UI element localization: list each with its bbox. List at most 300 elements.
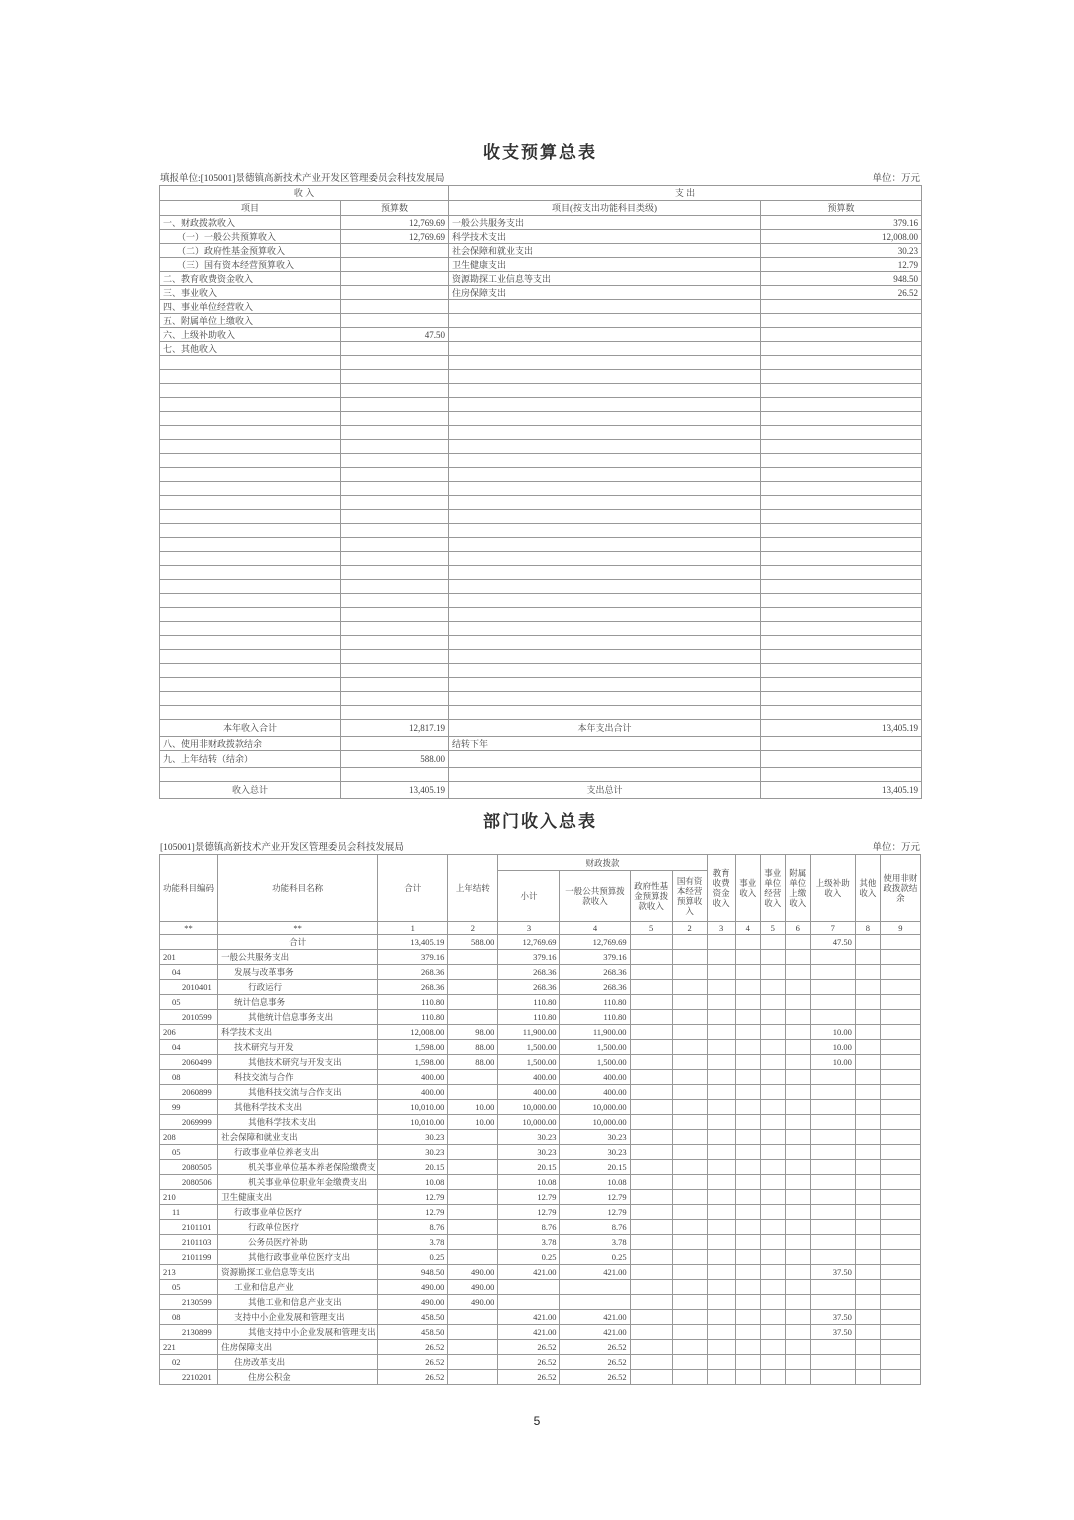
amount-cell — [735, 935, 760, 950]
empty-cell — [449, 664, 761, 678]
amount-cell: 10.00 — [448, 1100, 498, 1115]
amount-cell — [672, 995, 707, 1010]
amount-cell — [880, 1220, 920, 1235]
empty-cell — [341, 482, 449, 496]
income-value-cell — [341, 286, 449, 300]
amount-cell: 30.23 — [498, 1145, 560, 1160]
spacer — [159, 799, 921, 807]
function-code-cell: 05 — [160, 1280, 218, 1295]
table-row — [160, 935, 921, 950]
amount-cell — [880, 1115, 920, 1130]
amount-cell — [785, 1040, 810, 1055]
table-row — [160, 636, 922, 650]
amount-cell — [630, 1175, 672, 1190]
table-row — [160, 622, 922, 636]
amount-cell — [707, 1160, 735, 1175]
page-content — [159, 138, 921, 1385]
amount-cell — [630, 1160, 672, 1175]
empty-cell — [341, 524, 449, 538]
income-item-cell: （二）政府性基金预算收入 — [160, 244, 341, 258]
function-name-cell: 住房公积金 — [218, 1370, 378, 1385]
total-header: 合计 — [378, 855, 448, 922]
empty-cell — [341, 580, 449, 594]
amount-cell — [760, 965, 785, 980]
amount-cell — [880, 1280, 920, 1295]
income-group-header: 收 入 — [160, 186, 449, 201]
expense-item-cell — [449, 342, 761, 356]
amount-cell — [785, 1010, 810, 1025]
amount-cell — [855, 1325, 880, 1340]
column-number-cell: 5 — [760, 922, 785, 935]
amount-cell — [735, 995, 760, 1010]
table-row — [160, 286, 922, 300]
expense-item-cell: 一般公共服务支出 — [449, 216, 761, 230]
amount-cell — [855, 1100, 880, 1115]
affiliate-remit-header: 附属单位上缴收入 — [785, 855, 810, 922]
amount-cell — [880, 1325, 920, 1340]
amount-cell — [707, 1055, 735, 1070]
amount-cell: 12.79 — [560, 1190, 630, 1205]
amount-cell — [630, 1190, 672, 1205]
table-row — [160, 1130, 921, 1145]
empty-cell — [160, 692, 341, 706]
amount-cell — [855, 995, 880, 1010]
empty-cell — [341, 384, 449, 398]
amount-cell — [735, 1355, 760, 1370]
table-row — [160, 1010, 921, 1025]
empty-cell — [160, 412, 341, 426]
amount-cell: 490.00 — [448, 1265, 498, 1280]
amount-cell — [630, 1115, 672, 1130]
expense-item-cell — [449, 328, 761, 342]
function-name-cell: 机关事业单位基本养老保险缴费支 — [218, 1160, 378, 1175]
amount-cell: 30.23 — [560, 1145, 630, 1160]
income-total-label-cell: 九、上年结转（结余） — [160, 751, 341, 768]
amount-cell: 10.08 — [498, 1175, 560, 1190]
table-row — [160, 594, 922, 608]
function-code-cell: 2060899 — [160, 1085, 218, 1100]
empty-cell — [160, 650, 341, 664]
table-row — [160, 398, 922, 412]
income-total-value-cell — [341, 737, 449, 751]
amount-cell — [448, 1205, 498, 1220]
amount-cell — [672, 1220, 707, 1235]
amount-cell — [760, 1280, 785, 1295]
amount-cell: 0.25 — [498, 1250, 560, 1265]
empty-cell — [160, 608, 341, 622]
amount-cell — [760, 1370, 785, 1385]
amount-cell: 10,000.00 — [498, 1100, 560, 1115]
table-row — [160, 510, 922, 524]
empty-cell — [341, 496, 449, 510]
empty-cell — [761, 370, 922, 384]
amount-cell: 379.16 — [498, 950, 560, 965]
function-name-cell: 其他支持中小企业发展和管理支出 — [218, 1325, 378, 1340]
amount-cell: 30.23 — [378, 1145, 448, 1160]
amount-cell — [810, 950, 855, 965]
amount-cell — [855, 1340, 880, 1355]
amount-cell — [855, 1220, 880, 1235]
amount-cell: 12,769.69 — [560, 935, 630, 950]
amount-cell: 1,500.00 — [560, 1055, 630, 1070]
empty-cell — [341, 454, 449, 468]
amount-cell — [630, 1235, 672, 1250]
amount-cell — [760, 1115, 785, 1130]
amount-cell — [630, 950, 672, 965]
table-row — [160, 314, 922, 328]
amount-cell — [880, 1355, 920, 1370]
amount-cell — [810, 1355, 855, 1370]
amount-cell: 400.00 — [498, 1070, 560, 1085]
table-row — [160, 300, 922, 314]
amount-cell: 490.00 — [448, 1295, 498, 1310]
expense-value-cell: 12,008.00 — [761, 230, 922, 244]
amount-cell — [448, 1070, 498, 1085]
amount-cell: 421.00 — [560, 1310, 630, 1325]
empty-cell — [761, 622, 922, 636]
amount-cell — [672, 1235, 707, 1250]
amount-cell — [735, 965, 760, 980]
amount-cell — [785, 1025, 810, 1040]
amount-cell: 10,010.00 — [378, 1100, 448, 1115]
amount-cell — [855, 1190, 880, 1205]
amount-cell: 268.36 — [378, 980, 448, 995]
function-code-cell: 2210201 — [160, 1370, 218, 1385]
income-item-cell: （一）一般公共预算收入 — [160, 230, 341, 244]
amount-cell — [448, 1250, 498, 1265]
amount-cell — [735, 1070, 760, 1085]
empty-cell — [761, 482, 922, 496]
amount-cell — [630, 1040, 672, 1055]
amount-cell — [810, 965, 855, 980]
column-number-cell: 3 — [707, 922, 735, 935]
reporting-unit-label: [105001]景德镇高新技术产业开发区管理委员会科技发展局 — [160, 843, 404, 853]
amount-cell — [785, 1190, 810, 1205]
amount-cell — [672, 980, 707, 995]
amount-cell — [810, 1070, 855, 1085]
function-code-cell: 2101103 — [160, 1235, 218, 1250]
function-name-cell: 行政单位医疗 — [218, 1220, 378, 1235]
amount-cell: 26.52 — [378, 1370, 448, 1385]
amount-cell: 458.50 — [378, 1310, 448, 1325]
amount-cell: 26.52 — [498, 1370, 560, 1385]
empty-cell — [160, 622, 341, 636]
amount-cell — [707, 1145, 735, 1160]
empty-cell — [761, 664, 922, 678]
amount-cell: 26.52 — [498, 1355, 560, 1370]
amount-cell: 37.50 — [810, 1265, 855, 1280]
amount-cell — [880, 1310, 920, 1325]
amount-cell — [760, 1130, 785, 1145]
empty-cell — [341, 622, 449, 636]
amount-cell — [707, 1010, 735, 1025]
amount-cell: 10.00 — [810, 1025, 855, 1040]
amount-cell — [672, 1085, 707, 1100]
expense-total-value-cell: 13,405.19 — [761, 720, 922, 737]
amount-cell — [880, 1250, 920, 1265]
amount-cell — [448, 1130, 498, 1145]
function-name-cell: 发展与改革事务 — [218, 965, 378, 980]
amount-cell — [448, 1220, 498, 1235]
amount-cell — [810, 1130, 855, 1145]
expense-item-cell: 科学技术支出 — [449, 230, 761, 244]
amount-cell: 10,000.00 — [560, 1115, 630, 1130]
amount-cell: 8.76 — [560, 1220, 630, 1235]
function-code-cell: 02 — [160, 1355, 218, 1370]
budget-column-header: 预算数 — [761, 201, 922, 216]
amount-cell — [630, 1145, 672, 1160]
amount-cell — [707, 980, 735, 995]
budget-summary-unit-line — [159, 170, 921, 184]
amount-cell — [630, 1025, 672, 1040]
amount-cell — [448, 965, 498, 980]
amount-cell: 1,500.00 — [498, 1055, 560, 1070]
department-income-title: 部门收入总表 — [483, 812, 597, 831]
empty-cell — [761, 426, 922, 440]
amount-cell — [560, 1295, 630, 1310]
empty-cell — [449, 482, 761, 496]
amount-cell — [760, 1325, 785, 1340]
amount-cell — [448, 1355, 498, 1370]
amount-cell — [855, 1025, 880, 1040]
empty-cell — [341, 706, 449, 720]
empty-cell — [341, 426, 449, 440]
expense-value-cell — [761, 342, 922, 356]
amount-cell — [735, 1115, 760, 1130]
amount-cell: 10.00 — [810, 1040, 855, 1055]
amount-cell — [707, 1280, 735, 1295]
column-number-cell: 6 — [785, 922, 810, 935]
amount-cell — [735, 1280, 760, 1295]
amount-cell — [760, 1340, 785, 1355]
amount-cell: 26.52 — [560, 1355, 630, 1370]
empty-cell — [761, 496, 922, 510]
amount-cell — [760, 1160, 785, 1175]
amount-cell — [707, 965, 735, 980]
amount-cell: 26.52 — [378, 1355, 448, 1370]
amount-cell: 110.80 — [378, 995, 448, 1010]
amount-cell — [880, 980, 920, 995]
amount-cell — [672, 1325, 707, 1340]
income-total-label-cell: 收入总计 — [160, 782, 341, 799]
amount-cell: 26.52 — [560, 1340, 630, 1355]
amount-cell: 400.00 — [378, 1070, 448, 1085]
amount-cell — [672, 1160, 707, 1175]
expense-total-label-cell: 支出总计 — [449, 782, 761, 799]
amount-cell — [630, 1295, 672, 1310]
amount-cell — [855, 1280, 880, 1295]
amount-cell — [707, 1070, 735, 1085]
empty-cell — [341, 356, 449, 370]
column-number-cell: 4 — [735, 922, 760, 935]
table-row — [160, 328, 922, 342]
income-value-cell: 12,769.69 — [341, 230, 449, 244]
amount-cell — [760, 1055, 785, 1070]
amount-cell — [880, 1235, 920, 1250]
amount-cell — [735, 1295, 760, 1310]
amount-cell — [785, 1100, 810, 1115]
amount-cell: 379.16 — [560, 950, 630, 965]
table-row — [160, 356, 922, 370]
amount-cell — [707, 1085, 735, 1100]
table-row — [160, 965, 921, 980]
amount-cell: 1,598.00 — [378, 1055, 448, 1070]
amount-cell — [785, 935, 810, 950]
amount-cell: 0.25 — [560, 1250, 630, 1265]
income-value-cell: 47.50 — [341, 328, 449, 342]
amount-cell — [630, 935, 672, 950]
amount-cell: 10.00 — [448, 1115, 498, 1130]
amount-cell — [810, 1235, 855, 1250]
empty-cell — [761, 398, 922, 412]
function-code-cell: 2130899 — [160, 1325, 218, 1340]
amount-cell: 3.78 — [378, 1235, 448, 1250]
function-name-cell: 公务员医疗补助 — [218, 1235, 378, 1250]
table-row — [160, 751, 922, 768]
amount-cell — [707, 950, 735, 965]
empty-cell — [761, 356, 922, 370]
amount-cell: 421.00 — [498, 1265, 560, 1280]
function-code-cell: 2080505 — [160, 1160, 218, 1175]
table-row — [160, 1280, 921, 1295]
amount-cell: 421.00 — [560, 1325, 630, 1340]
empty-cell — [761, 636, 922, 650]
expense-total-label-cell: 结转下年 — [449, 737, 761, 751]
function-code-cell: 04 — [160, 965, 218, 980]
amount-cell — [448, 1145, 498, 1160]
empty-cell — [449, 580, 761, 594]
empty-cell — [160, 370, 341, 384]
amount-cell — [735, 1025, 760, 1040]
amount-cell: 268.36 — [560, 965, 630, 980]
amount-cell — [760, 1145, 785, 1160]
amount-cell — [810, 1220, 855, 1235]
empty-cell — [341, 594, 449, 608]
amount-cell — [855, 1235, 880, 1250]
amount-cell — [760, 1205, 785, 1220]
income-item-cell: 二、教育收费资金收入 — [160, 272, 341, 286]
table-row — [160, 706, 922, 720]
column-number-cell: 9 — [880, 922, 920, 935]
amount-cell: 0.25 — [378, 1250, 448, 1265]
amount-cell — [785, 1085, 810, 1100]
amount-cell — [785, 1280, 810, 1295]
amount-cell: 421.00 — [498, 1310, 560, 1325]
subtotal-header: 小计 — [498, 871, 560, 922]
amount-cell: 1,598.00 — [378, 1040, 448, 1055]
income-item-cell: 五、附属单位上缴收入 — [160, 314, 341, 328]
amount-cell — [672, 1070, 707, 1085]
department-income-unit-line — [159, 839, 921, 853]
amount-cell: 11,900.00 — [560, 1025, 630, 1040]
amount-cell — [707, 1235, 735, 1250]
amount-cell — [760, 1310, 785, 1325]
amount-cell — [855, 1355, 880, 1370]
table-row — [160, 720, 922, 737]
amount-cell: 88.00 — [448, 1040, 498, 1055]
amount-cell — [707, 1025, 735, 1040]
amount-cell — [855, 1085, 880, 1100]
amount-cell: 490.00 — [378, 1280, 448, 1295]
amount-cell: 458.50 — [378, 1325, 448, 1340]
amount-cell — [785, 1235, 810, 1250]
table-row — [160, 1145, 921, 1160]
function-code-header: 功能科目编码 — [160, 855, 218, 922]
function-code-cell: 201 — [160, 950, 218, 965]
amount-cell — [810, 1175, 855, 1190]
empty-cell — [160, 496, 341, 510]
empty-cell — [341, 468, 449, 482]
amount-cell — [760, 1355, 785, 1370]
item-column-header: 项目 — [160, 201, 341, 216]
amount-cell — [855, 980, 880, 995]
function-code-cell: 2101101 — [160, 1220, 218, 1235]
empty-cell — [341, 650, 449, 664]
income-value-cell: 12,769.69 — [341, 216, 449, 230]
amount-cell — [785, 1250, 810, 1265]
amount-cell — [880, 1055, 920, 1070]
empty-cell — [449, 496, 761, 510]
empty-cell — [449, 384, 761, 398]
table-row — [160, 258, 922, 272]
amount-cell — [880, 1070, 920, 1085]
amount-cell: 98.00 — [448, 1025, 498, 1040]
amount-cell — [880, 1085, 920, 1100]
amount-cell — [880, 995, 920, 1010]
table-row — [160, 1250, 921, 1265]
amount-cell — [707, 1175, 735, 1190]
amount-cell — [448, 1370, 498, 1385]
amount-cell — [855, 1205, 880, 1220]
table-row — [160, 454, 922, 468]
amount-cell — [855, 1175, 880, 1190]
amount-cell — [760, 1235, 785, 1250]
table-row — [160, 980, 921, 995]
income-item-cell: 三、事业收入 — [160, 286, 341, 300]
amount-cell: 20.15 — [378, 1160, 448, 1175]
amount-cell — [707, 1310, 735, 1325]
non-fiscal-balance-header: 使用非财政拨款结余 — [880, 855, 920, 922]
amount-cell — [855, 1370, 880, 1385]
amount-cell — [760, 1040, 785, 1055]
empty-cell — [160, 678, 341, 692]
amount-cell: 421.00 — [498, 1325, 560, 1340]
amount-cell — [760, 1295, 785, 1310]
amount-cell — [855, 1250, 880, 1265]
table-row — [160, 230, 922, 244]
function-name-cell: 其他科学技术支出 — [218, 1100, 378, 1115]
table-row — [160, 1115, 921, 1130]
table-row — [160, 692, 922, 706]
budget-summary-table — [159, 185, 922, 799]
empty-cell — [449, 650, 761, 664]
amount-cell — [855, 1310, 880, 1325]
amount-cell: 13,405.19 — [378, 935, 448, 950]
amount-cell: 110.80 — [378, 1010, 448, 1025]
amount-cell — [630, 1205, 672, 1220]
income-item-cell: 四、事业单位经营收入 — [160, 300, 341, 314]
amount-cell — [448, 1310, 498, 1325]
amount-cell: 12,769.69 — [498, 935, 560, 950]
amount-cell: 26.52 — [378, 1340, 448, 1355]
empty-cell — [761, 706, 922, 720]
business-operating-header: 事业单位经营收入 — [760, 855, 785, 922]
table-row — [160, 1235, 921, 1250]
table-row — [160, 650, 922, 664]
function-code-cell: 08 — [160, 1310, 218, 1325]
empty-cell — [449, 678, 761, 692]
table-header-row — [160, 855, 921, 871]
